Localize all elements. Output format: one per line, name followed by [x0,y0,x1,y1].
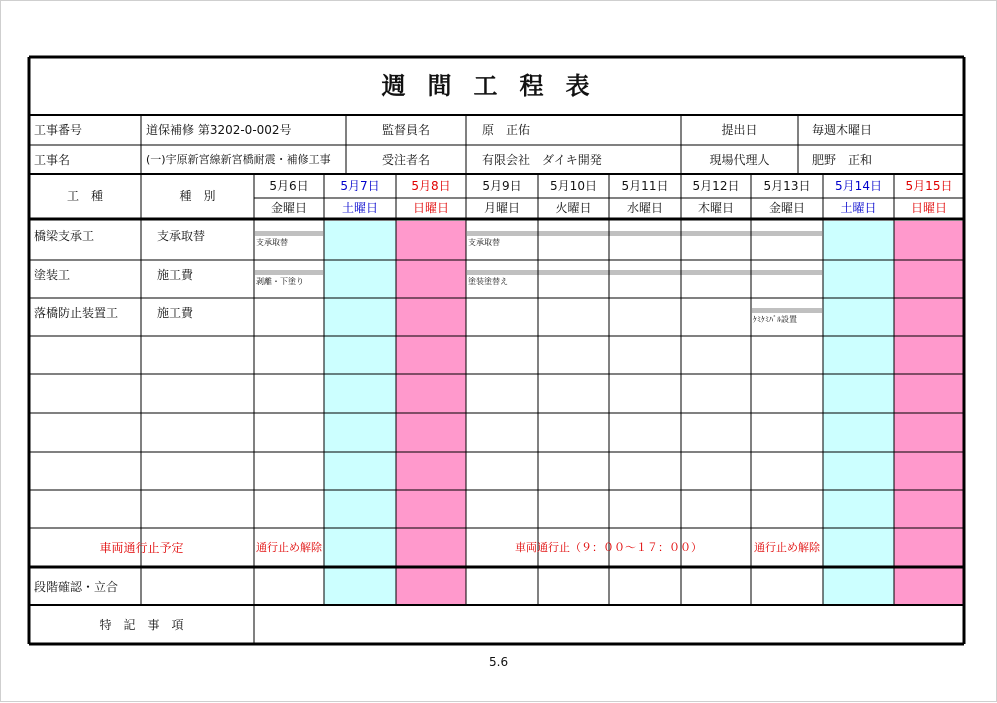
row-shubetsu-3: 施工費 [157,306,194,320]
task-label: 剥離・下塗り [256,277,304,286]
day-date-8: 5月13日 [763,178,811,193]
day-weekday-5: 火曜日 [555,200,592,215]
tokki-label: 特 記 事 項 [99,617,184,632]
row-koushu-1: 橋梁支承工 [34,229,95,243]
task-label: 支承取替 [468,238,500,247]
traffic-label: 車両通行止予定 [99,540,184,555]
traffic-item-3: 通行止め解除 [754,541,820,554]
traffic-item-2: 車両通行止（９：００～１７：００） [515,541,702,554]
column-koushu: 工 種 [66,189,103,203]
day-weekday-4: 月曜日 [483,200,520,215]
traffic-item-1: 通行止め解除 [256,541,322,554]
day-date-4: 5月9日 [482,178,522,193]
day-weekday-7: 木曜日 [697,200,734,215]
kouji-mei-value: (一)宇原新宮線新宮橋耐震・補修工事 [146,153,331,166]
teishutsu-value: 毎週木曜日 [812,123,873,137]
day-date-1: 5月6日 [269,178,309,193]
dairi-label: 現場代理人 [709,152,770,167]
kantoku-value: 原 正佑 [482,123,531,137]
teishutsu-label: 提出日 [721,123,758,137]
kantoku-label: 監督員名 [381,123,430,137]
row-koushu-2: 塗装工 [34,268,71,282]
kouji-bangou-label: 工事番号 [34,123,83,137]
task-label: 塗装塗替え [468,277,508,286]
day-weekday-8: 金曜日 [768,200,805,215]
day-weekday-1: 金曜日 [270,200,307,215]
page-number: 5.6 [489,655,509,669]
page-title: 週間工程表 [381,72,612,100]
day-weekday-10: 日曜日 [910,200,947,215]
dairi-value: 肥野 正和 [812,152,873,167]
day-date-7: 5月12日 [692,178,740,193]
juchu-value: 有限会社 ダイキ開発 [482,152,602,167]
dankai-label: 段階確認・立合 [34,580,119,594]
kouji-bangou-value: 道保補修 第3202-0-002号 [146,123,292,137]
row-koushu-3: 落橋防止装置工 [34,306,119,320]
column-shubetsu: 種 別 [179,189,216,203]
day-date-6: 5月11日 [621,178,669,193]
day-weekday-6: 水曜日 [626,200,663,215]
day-weekday-9: 土曜日 [840,200,877,215]
task-label: ｹﾐｹﾐﾊﾞﾙ設置 [753,315,797,324]
row-shubetsu-2: 施工費 [157,268,194,282]
row-shubetsu-1: 支承取替 [157,229,206,243]
day-date-9: 5月14日 [835,178,882,193]
day-date-2: 5月7日 [340,178,380,193]
day-date-5: 5月10日 [550,178,597,193]
day-weekday-2: 土曜日 [341,200,378,215]
juchu-label: 受注者名 [381,152,430,167]
day-weekday-3: 日曜日 [412,200,449,215]
day-date-3: 5月8日 [411,178,451,193]
kouji-mei-label: 工事名 [34,152,71,167]
day-date-10: 5月15日 [905,178,953,193]
task-label: 支承取替 [256,238,288,247]
